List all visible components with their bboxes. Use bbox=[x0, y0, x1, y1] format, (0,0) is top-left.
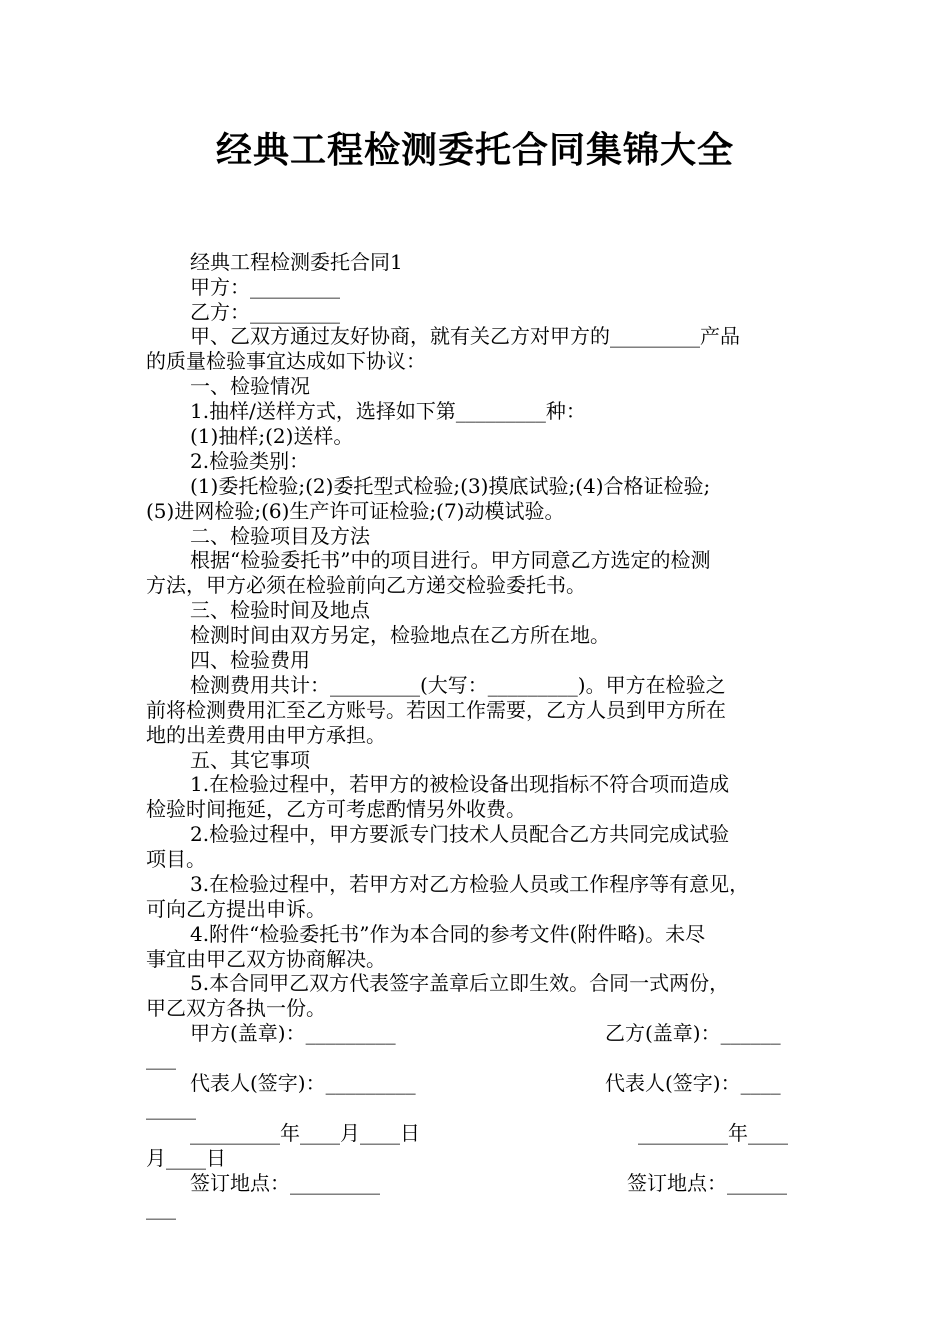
body-line: 1.在检验过程中，若甲方的被检设备出现指标不符合项而造成 bbox=[190, 772, 730, 796]
party-b-representative-continuation: _____ bbox=[146, 1096, 196, 1120]
body-line: 的质量检验事宜达成如下协议： bbox=[146, 349, 426, 373]
body-line: 地的出差费用由甲方承担。 bbox=[146, 723, 386, 747]
body-line: 2.检验过程中，甲方要派专门技术人员配合乙方共同完成试验 bbox=[190, 822, 730, 846]
party-b-date: _________年____ bbox=[638, 1121, 788, 1145]
document-title: 经典工程检测委托合同集锦大全 bbox=[215, 130, 734, 171]
contract-heading: 经典工程检测委托合同1 bbox=[190, 250, 403, 274]
party-a-date: _________年____月____日 bbox=[190, 1121, 420, 1145]
body-line: 2.检验类别： bbox=[190, 449, 310, 473]
section-heading: 一、检验情况 bbox=[190, 374, 310, 398]
body-line: 检测时间由双方另定，检验地点在乙方所在地。 bbox=[190, 623, 610, 647]
party-b-signing-place: 签订地点：______ bbox=[627, 1171, 787, 1195]
body-line: 甲乙双方各执一份。 bbox=[146, 996, 326, 1020]
section-heading: 三、检验时间及地点 bbox=[190, 598, 370, 622]
body-line: 可向乙方提出申诉。 bbox=[146, 897, 326, 921]
party-a-seal: 甲方(盖章)：_________ bbox=[190, 1021, 396, 1045]
party-b-signing-place-continuation: ___ bbox=[146, 1196, 176, 1220]
body-line: (1)抽样;(2)送样。 bbox=[190, 424, 354, 448]
section-heading: 五、其它事项 bbox=[190, 748, 310, 772]
body-line: 甲、乙双方通过友好协商，就有关乙方对甲方的_________产品 bbox=[190, 324, 740, 348]
party-b-seal-continuation: ___ bbox=[146, 1046, 176, 1070]
body-line: 前将检测费用汇至乙方账号。若因工作需要，乙方人员到甲方所在 bbox=[146, 698, 726, 722]
party-a-line: 甲方：_________ bbox=[190, 275, 340, 299]
body-line: (5)进网检验;(6)生产许可证检验;(7)动模试验。 bbox=[146, 499, 565, 523]
body-line: 5.本合同甲乙双方代表签字盖章后立即生效。合同一式两份， bbox=[190, 971, 730, 995]
body-line: 4.附件“检验委托书”作为本合同的参考文件(附件略)。未尽 bbox=[190, 922, 706, 946]
body-line: 1.抽样/送样方式，选择如下第_________种： bbox=[190, 399, 586, 423]
body-line: 3.在检验过程中，若甲方对乙方检验人员或工作程序等有意见， bbox=[190, 872, 750, 896]
party-b-seal: 乙方(盖章)：______ bbox=[605, 1021, 781, 1045]
body-line: 根据“检验委托书”中的项目进行。甲方同意乙方选定的检测 bbox=[190, 548, 711, 572]
body-line: 方法，甲方必须在检验前向乙方递交检验委托书。 bbox=[146, 573, 586, 597]
party-b-representative: 代表人(签字)：____ bbox=[605, 1071, 781, 1095]
party-a-signing-place: 签订地点：_________ bbox=[190, 1171, 380, 1195]
body-line: 事宜由甲乙双方协商解决。 bbox=[146, 947, 386, 971]
party-b-line: 乙方：_________ bbox=[190, 300, 340, 324]
party-a-representative: 代表人(签字)：_________ bbox=[190, 1071, 416, 1095]
party-b-date-continuation: 月____日 bbox=[146, 1146, 226, 1170]
body-line: (1)委托检验;(2)委托型式检验;(3)摸底试验;(4)合格证检验; bbox=[190, 474, 711, 498]
body-line: 检测费用共计：_________(大写：_________)。甲方在检验之 bbox=[190, 673, 726, 697]
body-line: 检验时间拖延，乙方可考虑酌情另外收费。 bbox=[146, 797, 526, 821]
section-heading: 二、检验项目及方法 bbox=[190, 524, 370, 548]
section-heading: 四、检验费用 bbox=[190, 648, 310, 672]
body-line: 项目。 bbox=[146, 847, 206, 871]
